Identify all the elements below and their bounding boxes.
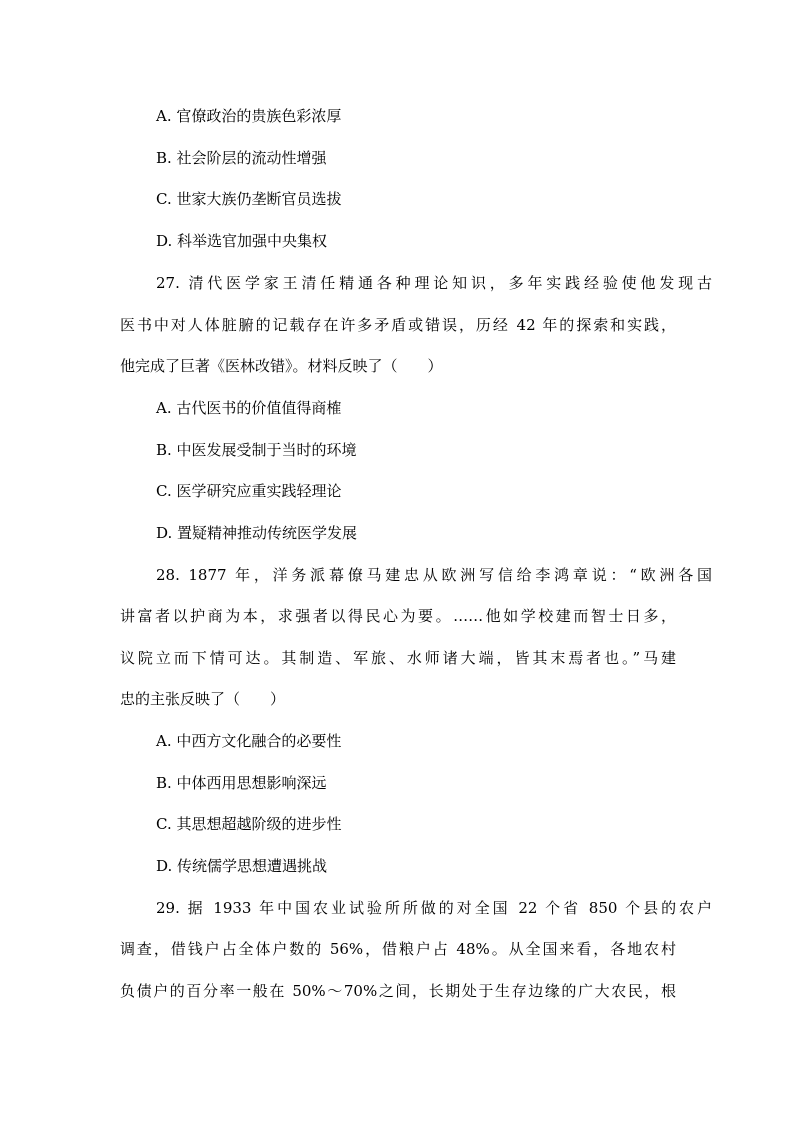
q26-option-d: D. 科举选官加强中央集权: [156, 232, 328, 250]
q28-stem-line-3: 议院立而下情可达。其制造、军旅、水师诸大端，皆其末焉者也。”马建: [120, 649, 676, 667]
q27-stem-line-3: 他完成了巨著《医林改错》。材料反映了（ ）: [120, 357, 443, 375]
q27-option-a: A. 古代医书的价值值得商榷: [156, 399, 342, 417]
q27-option-b: B. 中医发展受制于当时的环境: [156, 441, 357, 459]
q27-option-d: D. 置疑精神推动传统医学发展: [156, 524, 358, 542]
q27-stem-line-1: 27. 清代医学家王清任精通各种理论知识，多年实践经验使他发现古: [156, 274, 712, 292]
q28-option-c: C. 其思想超越阶级的进步性: [156, 815, 342, 833]
q28-option-a: A. 中西方文化融合的必要性: [156, 732, 342, 750]
q27-option-c: C. 医学研究应重实践轻理论: [156, 482, 342, 500]
q28-option-b: B. 中体西用思想影响深远: [156, 774, 327, 792]
q26-option-c: C. 世家大族仍垄断官员选拔: [156, 190, 342, 208]
q28-stem-line-2: 讲富者以护商为本，求强者以得民心为要。……他如学校建而智士日多，: [120, 607, 676, 625]
q26-option-b: B. 社会阶层的流动性增强: [156, 149, 327, 167]
q29-stem-line-2: 调查，借钱户占全体户数的 56%，借粮户占 48%。从全国来看，各地农村: [120, 940, 676, 958]
q28-option-d: D. 传统儒学思想遭遇挑战: [156, 857, 328, 875]
q26-option-a: A. 官僚政治的贵族色彩浓厚: [156, 107, 342, 125]
q28-stem-line-1: 28. 1877 年，洋务派幕僚马建忠从欧洲写信给李鸿章说：“欧洲各国: [156, 566, 712, 584]
q29-stem-line-1: 29. 据 1933 年中国农业试验所所做的对全国 22 个省 850 个县的农户: [156, 899, 712, 917]
q29-stem-line-3: 负债户的百分率一般在 50%～70%之间，长期处于生存边缘的广大农民，根: [120, 982, 676, 1000]
q27-stem-line-2: 医书中对人体脏腑的记载存在许多矛盾或错误，历经 42 年的探索和实践，: [120, 316, 676, 334]
q28-stem-line-4: 忠的主张反映了（ ）: [120, 690, 286, 708]
